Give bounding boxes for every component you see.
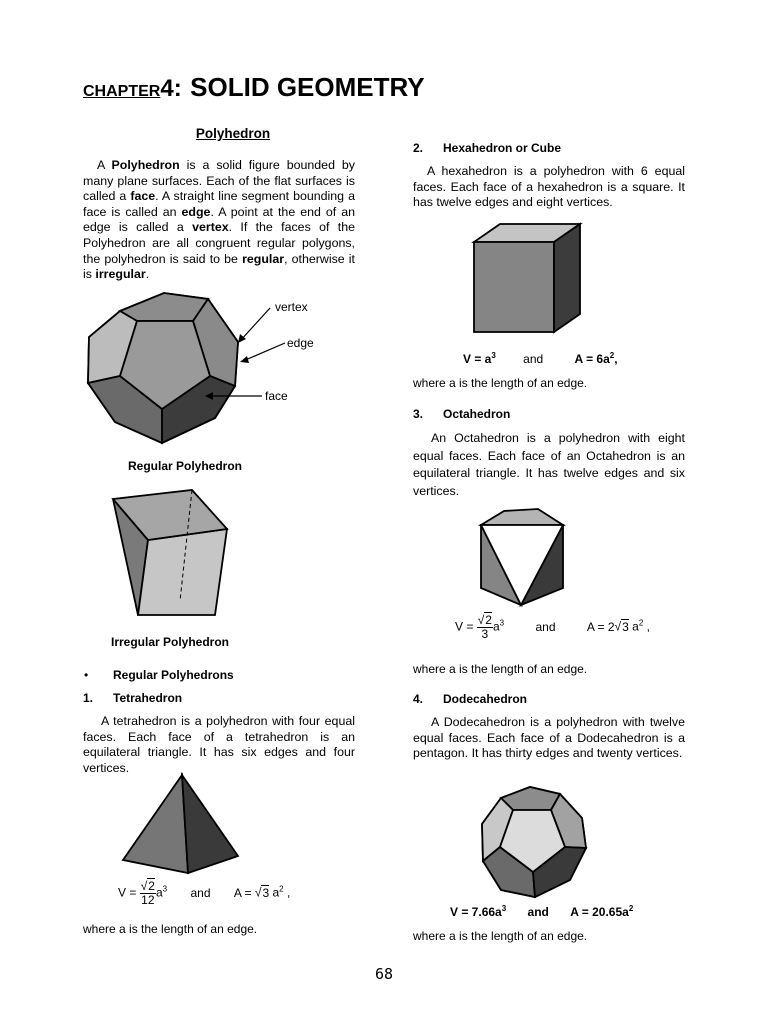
- hexa-number: 2.: [413, 141, 424, 155]
- tetra-title: Tetrahedron: [113, 691, 183, 705]
- dodeca-paragraph: A Dodecahedron is a polyhedron with twelve equal faces. Each face of a Dodecahedron is a pentagon. It has thirty edges and twenty vertices.: [413, 715, 685, 761]
- intro-term: face: [130, 189, 156, 204]
- irregular-polyhedron-caption: Irregular Polyhedron: [110, 635, 230, 649]
- intro-term: irregular: [95, 267, 146, 282]
- polyhedron-heading: Polyhedron: [195, 126, 271, 141]
- regular-polyhedron-figure: [80, 288, 360, 448]
- page-number: 68: [374, 965, 394, 983]
- dodecahedron-figure: [478, 784, 593, 902]
- intro-term: vertex: [192, 220, 229, 235]
- octa-where: where a is the length of an edge.: [413, 662, 588, 676]
- octa-paragraph: An Octahedron is a polyhedron with eight equal faces. Each face of an Octahedron is an equilateral triangle. It has twelve edges and six vertices.: [413, 431, 685, 498]
- regular-polyhedrons-heading: Regular Polyhedrons: [113, 668, 234, 682]
- intro-text: . A point at the end of an edge is called a: [83, 204, 356, 235]
- chapter-heading: [83, 72, 425, 103]
- regular-polyhedron-caption: Regular Polyhedron: [127, 459, 243, 473]
- hexa-paragraph: A hexahedron is a polyhedron with 6 equal faces. Each face of a hexahedron is a square. It has twelve edges and eight vertices.: [413, 164, 685, 210]
- label-edge: edge: [287, 336, 314, 350]
- intro-term: Polyhedron: [111, 158, 180, 172]
- intro-text: .: [145, 267, 150, 282]
- tetra-number: 1.: [83, 691, 94, 705]
- dodeca-number: 4.: [413, 692, 424, 706]
- chapter-number: 4: [160, 75, 174, 102]
- label-face: face: [265, 389, 288, 403]
- tetra-paragraph: A tetrahedron is a polyhedron with four equal faces. Each face of a tetrahedron is an equilateral triangle. It has six edges and four vertices.: [83, 714, 355, 775]
- octa-number: 3.: [413, 407, 424, 421]
- intro-text: . If the faces of the Polyhedron are all congruent regular polygons, the polyhedron is said to be: [83, 220, 355, 266]
- dodeca-title: Dodecahedron: [443, 692, 528, 706]
- intro-term: edge: [181, 204, 211, 219]
- tetra-where: where a is the length of an edge.: [83, 922, 258, 936]
- label-vertex: vertex: [275, 300, 308, 314]
- intro-text: A: [97, 158, 112, 172]
- intro-text: is a solid figure bounded by many plane surfaces. Each of the flat surfaces is called a: [83, 158, 355, 204]
- intro-term: regular: [242, 251, 285, 266]
- hexa-formula: $V = a^3$ and $A = 6a^2$,: [463, 351, 618, 366]
- octa-title: Octahedron: [443, 407, 511, 421]
- tetrahedron-figure: [120, 772, 250, 882]
- chapter-word: CHAPTER: [83, 83, 161, 100]
- octa-formula: V = $\frac{√2}{3}$ $a^3$ and A = 2√3 $a^2$ ,: [455, 613, 650, 641]
- chapter-title: SOLID GEOMETRY: [190, 72, 425, 102]
- irregular-polyhedron-figure: [100, 484, 240, 624]
- bullet-icon: •: [84, 668, 89, 682]
- tetra-formula: V = $\frac{√2}{12}$ $a^3$ and A = √3 $a^2$ ,: [118, 879, 291, 907]
- hexa-where: where a is the length of an edge.: [413, 376, 588, 390]
- dodeca-formula: $V = 7.66a^3$ and $A = 20.65a^2$: [450, 904, 634, 919]
- polyhedron-intro-paragraph: [83, 158, 355, 283]
- cube-figure: [470, 222, 585, 337]
- intro-text: , otherwise it is: [83, 251, 355, 282]
- hexa-title: Hexahedron or Cube: [443, 141, 562, 155]
- octahedron-figure: [478, 506, 568, 608]
- intro-text: . A straight line segment bounding a face is called an: [83, 189, 355, 219]
- chapter-colon: :: [173, 75, 182, 102]
- dodeca-where: where a is the length of an edge.: [413, 929, 588, 943]
